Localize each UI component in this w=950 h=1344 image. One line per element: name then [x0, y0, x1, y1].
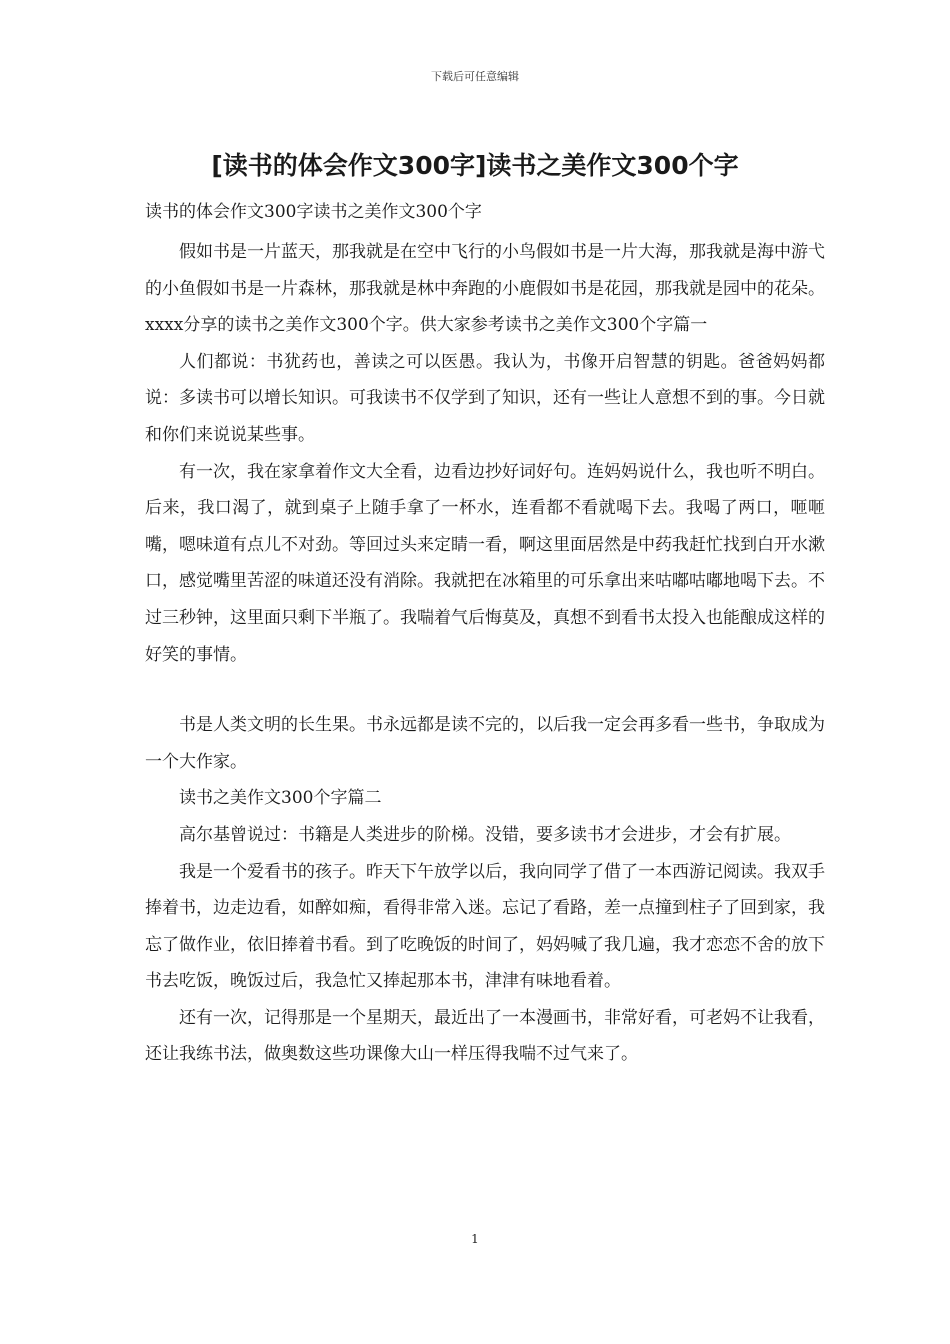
- document-title: [读书的体会作文300字]读书之美作文300个字: [211, 151, 739, 180]
- section-heading-2: 读书之美作文300个字篇二: [179, 788, 382, 809]
- paragraph-3: 有一次，我在家拿着作文大全看，边看边抄好词好句。连妈妈说什么，我也听不明白。后来，我口渴了，就到桌子上随手拿了一杯水，连看都不看就喝下去。我喝了两口，咂咂嘴，嗯味道有点儿不对劲。等回过头来定睛一看，啊这里面居然是中药我赶忙找到白开水漱口，感觉嘴里苦涩的味道还没有消除。我就把在冰箱里的可乐拿出来咕嘟咕嘟地喝下去。不过三秒钟，这里面只剩下半瓶了。我喘着气后悔莫及，真想不到看书太投入也能酿成这样的好笑的事情。: [145, 461, 825, 665]
- paragraph-5: 高尔基曾说过：书籍是人类进步的阶梯。没错，要多读书才会进步，才会有扩展。: [179, 824, 791, 845]
- paragraph-7: 还有一次，记得那是一个星期天，最近出了一本漫画书，非常好看，可老妈不让我看，还让我练书法，做奥数这些功课像大山一样压得我喘不过气来了。: [145, 1007, 825, 1065]
- paragraph-6: 我是一个爱看书的孩子。昨天下午放学以后，我向同学了借了一本西游记阅读。我双手捧着书，边走边看，如醉如痴，看得非常入迷。忘记了看路，差一点撞到柱子了回到家，我忘了做作业，依旧捧着书看。到了吃晚饭的时间了，妈妈喊了我几遍，我才恋恋不舍的放下书去吃饭，晚饭过后，我急忙又捧起那本书，津津有味地看着。: [145, 861, 825, 992]
- page-number: 1: [471, 1232, 479, 1246]
- paragraph-1: 假如书是一片蓝天，那我就是在空中飞行的小鸟假如书是一片大海，那我就是海中游弋的小鱼假如书是一片森林，那我就是林中奔跑的小鹿假如书是花园，那我就是园中的花朵。xxxx分享的读书之美作文300个字。供大家参考读书之美作文300个字篇一: [145, 242, 825, 336]
- paragraph-4: 书是人类文明的长生果。书永远都是读不完的，以后我一定会再多看一些书，争取成为一个大作家。: [145, 715, 825, 772]
- paragraph-2: 人们都说：书犹药也，善读之可以医愚。我认为，书像开启智慧的钥匙。爸爸妈妈都说：多读书可以增长知识。可我读书不仅学到了知识，还有一些让人意想不到的事。今日就和你们来说说某些事。: [145, 351, 825, 445]
- document-body: [145, 234, 825, 1073]
- document-subtitle: 读书的体会作文300字读书之美作文300个字: [145, 202, 482, 222]
- header-note: 下载后可任意编辑: [431, 70, 519, 83]
